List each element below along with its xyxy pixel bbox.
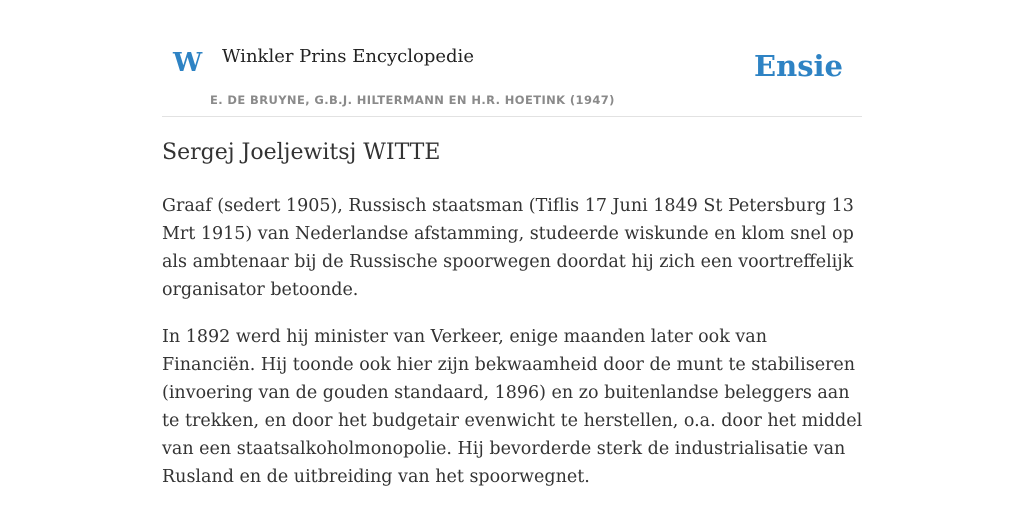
page-container [162, 0, 863, 487]
publication-logo: W [173, 48, 203, 78]
article-title: Sergej Joeljewitsj WITTE [162, 140, 441, 165]
brand-logo[interactable]: Ensie [754, 49, 843, 83]
header [162, 0, 862, 117]
authors-line: E. DE BRUYNE, G.B.J. HILTERMANN EN H.R. HOETINK (1947) [210, 93, 615, 107]
publication-title[interactable]: Winkler Prins Encyclopedie [222, 46, 474, 67]
article-paragraph-2: In 1892 werd hij minister van Verkeer, enige maanden later ook van Financiën. Hij toonde ook hier zijn bekwaamheid door de munt te stabiliseren (invoering van de gouden standaard, 1896) en zo buitenlandse beleggers aan te trekken, en door het budgetair evenwicht te herstellen, o.a. door het middel van een staatsalkoholmonopolie. Hij bevorderde sterk de industrialisatie van Rusland en de uitbreiding van het spoorwegnet. [162, 327, 863, 487]
article-paragraph-1: Graaf (sedert 1905), Russisch staatsman (Tiflis 17 Juni 1849 St Petersburg 13 Mrt 1915) van Nederlandse afstamming, studeerde wiskunde en klom snel op als ambtenaar bij de Russische spoorwegen doordat hij zich een voortreffelijk organisator betoonde. [162, 196, 854, 300]
